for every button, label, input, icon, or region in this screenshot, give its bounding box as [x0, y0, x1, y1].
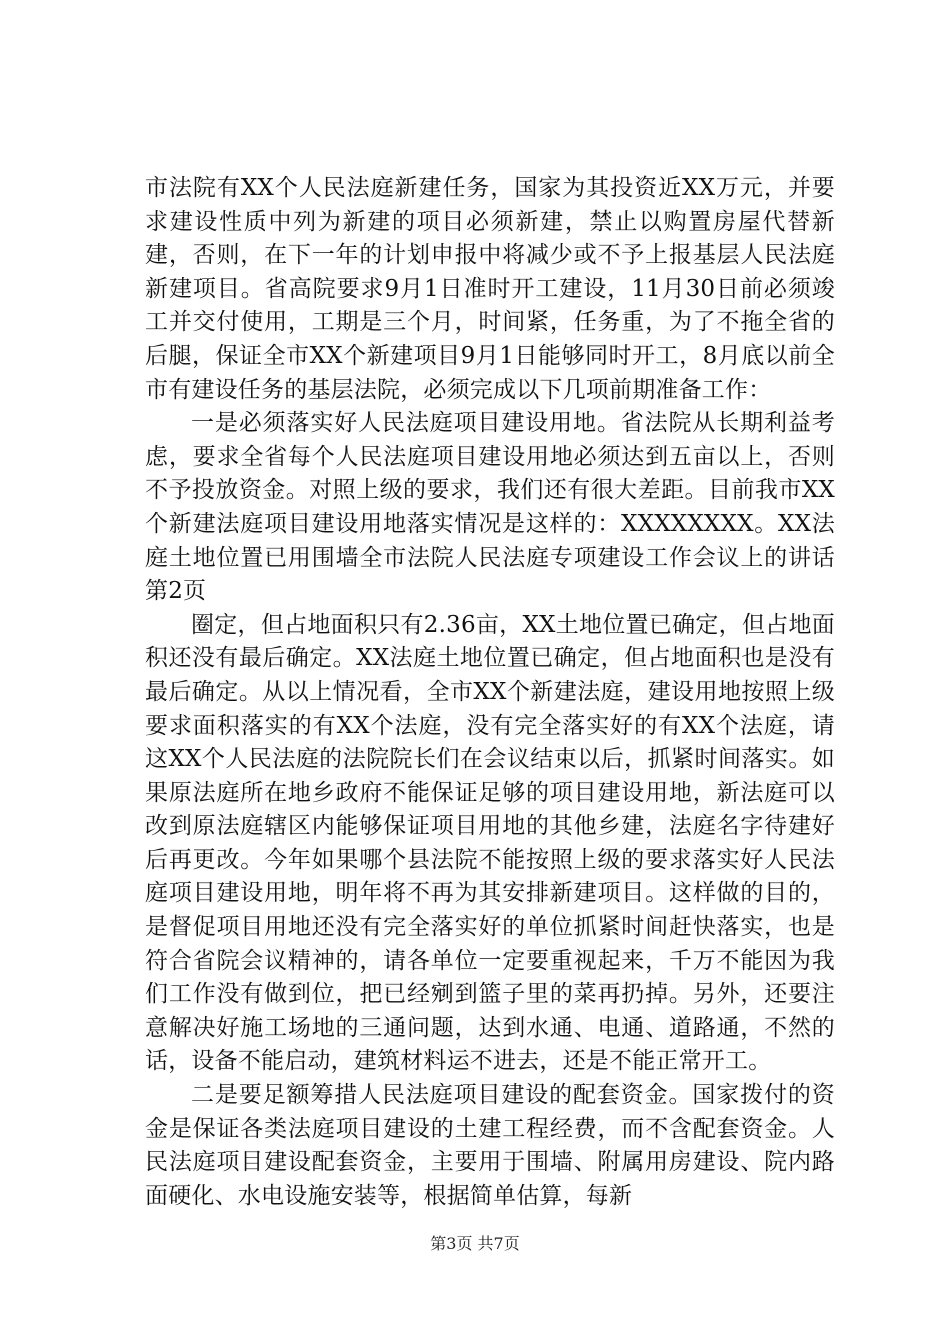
paragraph-1: 市法院有XX个人民法庭新建任务，国家为其投资近XX万元，并要求建设性质中列为新建的项目必须新建，禁止以购置房屋代替新建，否则，在下一年的计划申报中将减少或不予上报基层人民法庭新建项目。省高院要求9月1日准时开工建设，11月30日前必须竣工并交付使用，工期是三个月，时间紧，任务重，为了不拖全省的后腿，保证全市XX个新建项目9月1日能够同时开工，8月底以前全市有建设任务的基层法院，必须完成以下几项前期准备工作： [145, 175, 835, 403]
paragraph-3: 圈定，但占地面积只有2.36亩，XX土地位置已确定，但占地面积还没有最后确定。XX法庭土地位置已确定，但占地面积也是没有最后确定。从以上情况看，全市XX个新建法庭，建设用地按照上级要求面积落实的有XX个法庭，没有完全落实好的有XX个法庭，请这XX个人民法庭的法院院长们在会议结束以后，抓紧时间落实。如果原法庭所在地乡政府不能保证足够的项目建设用地，新法庭可以改到原法庭辖区内能够保证项目用地的其他乡建，法庭名字待建好后再更改。今年如果哪个县法院不能按照上级的要求落实好人民法庭项目建设用地，明年将不再为其安排新建项目。这样做的目的，是督促项目用地还没有完全落实好的单位抓紧时间赶快落实，也是符合省院会议精神的，请各单位一定要重视起来，千万不能因为我们工作没有做到位，把已经剜到篮子里的菜再扔掉。另外，还要注意解决好施工场地的三通问题，达到水通、电通、道路通，不然的话，设备不能启动，建筑材料运不进去，还是不能正常开工。 [145, 611, 835, 1075]
document-body [145, 172, 835, 1213]
paragraph-2: 一是必须落实好人民法庭项目建设用地。省法院从长期利益考虑，要求全省每个人民法庭项目建设用地必须达到五亩以上，否则不予投放资金。对照上级的要求，我们还有很大差距。目前我市XX个新建法庭项目建设用地落实情况是这样的：XXXXXXXX。XX法庭土地位置已用围墙全市法院人民法庭专项建设工作会议上的讲话第2页 [145, 410, 835, 605]
page-number-footer: 第3页 共7页 [430, 1234, 520, 1253]
paragraph-4: 二是要足额筹措人民法庭项目建设的配套资金。国家拨付的资金是保证各类法庭项目建设的土建工程经费，而不含配套资金。人民法庭项目建设配套资金，主要用于围墙、附属用房建设、院内路面硬化、水电设施安装等，根据简单估算，每新 [145, 1082, 835, 1209]
